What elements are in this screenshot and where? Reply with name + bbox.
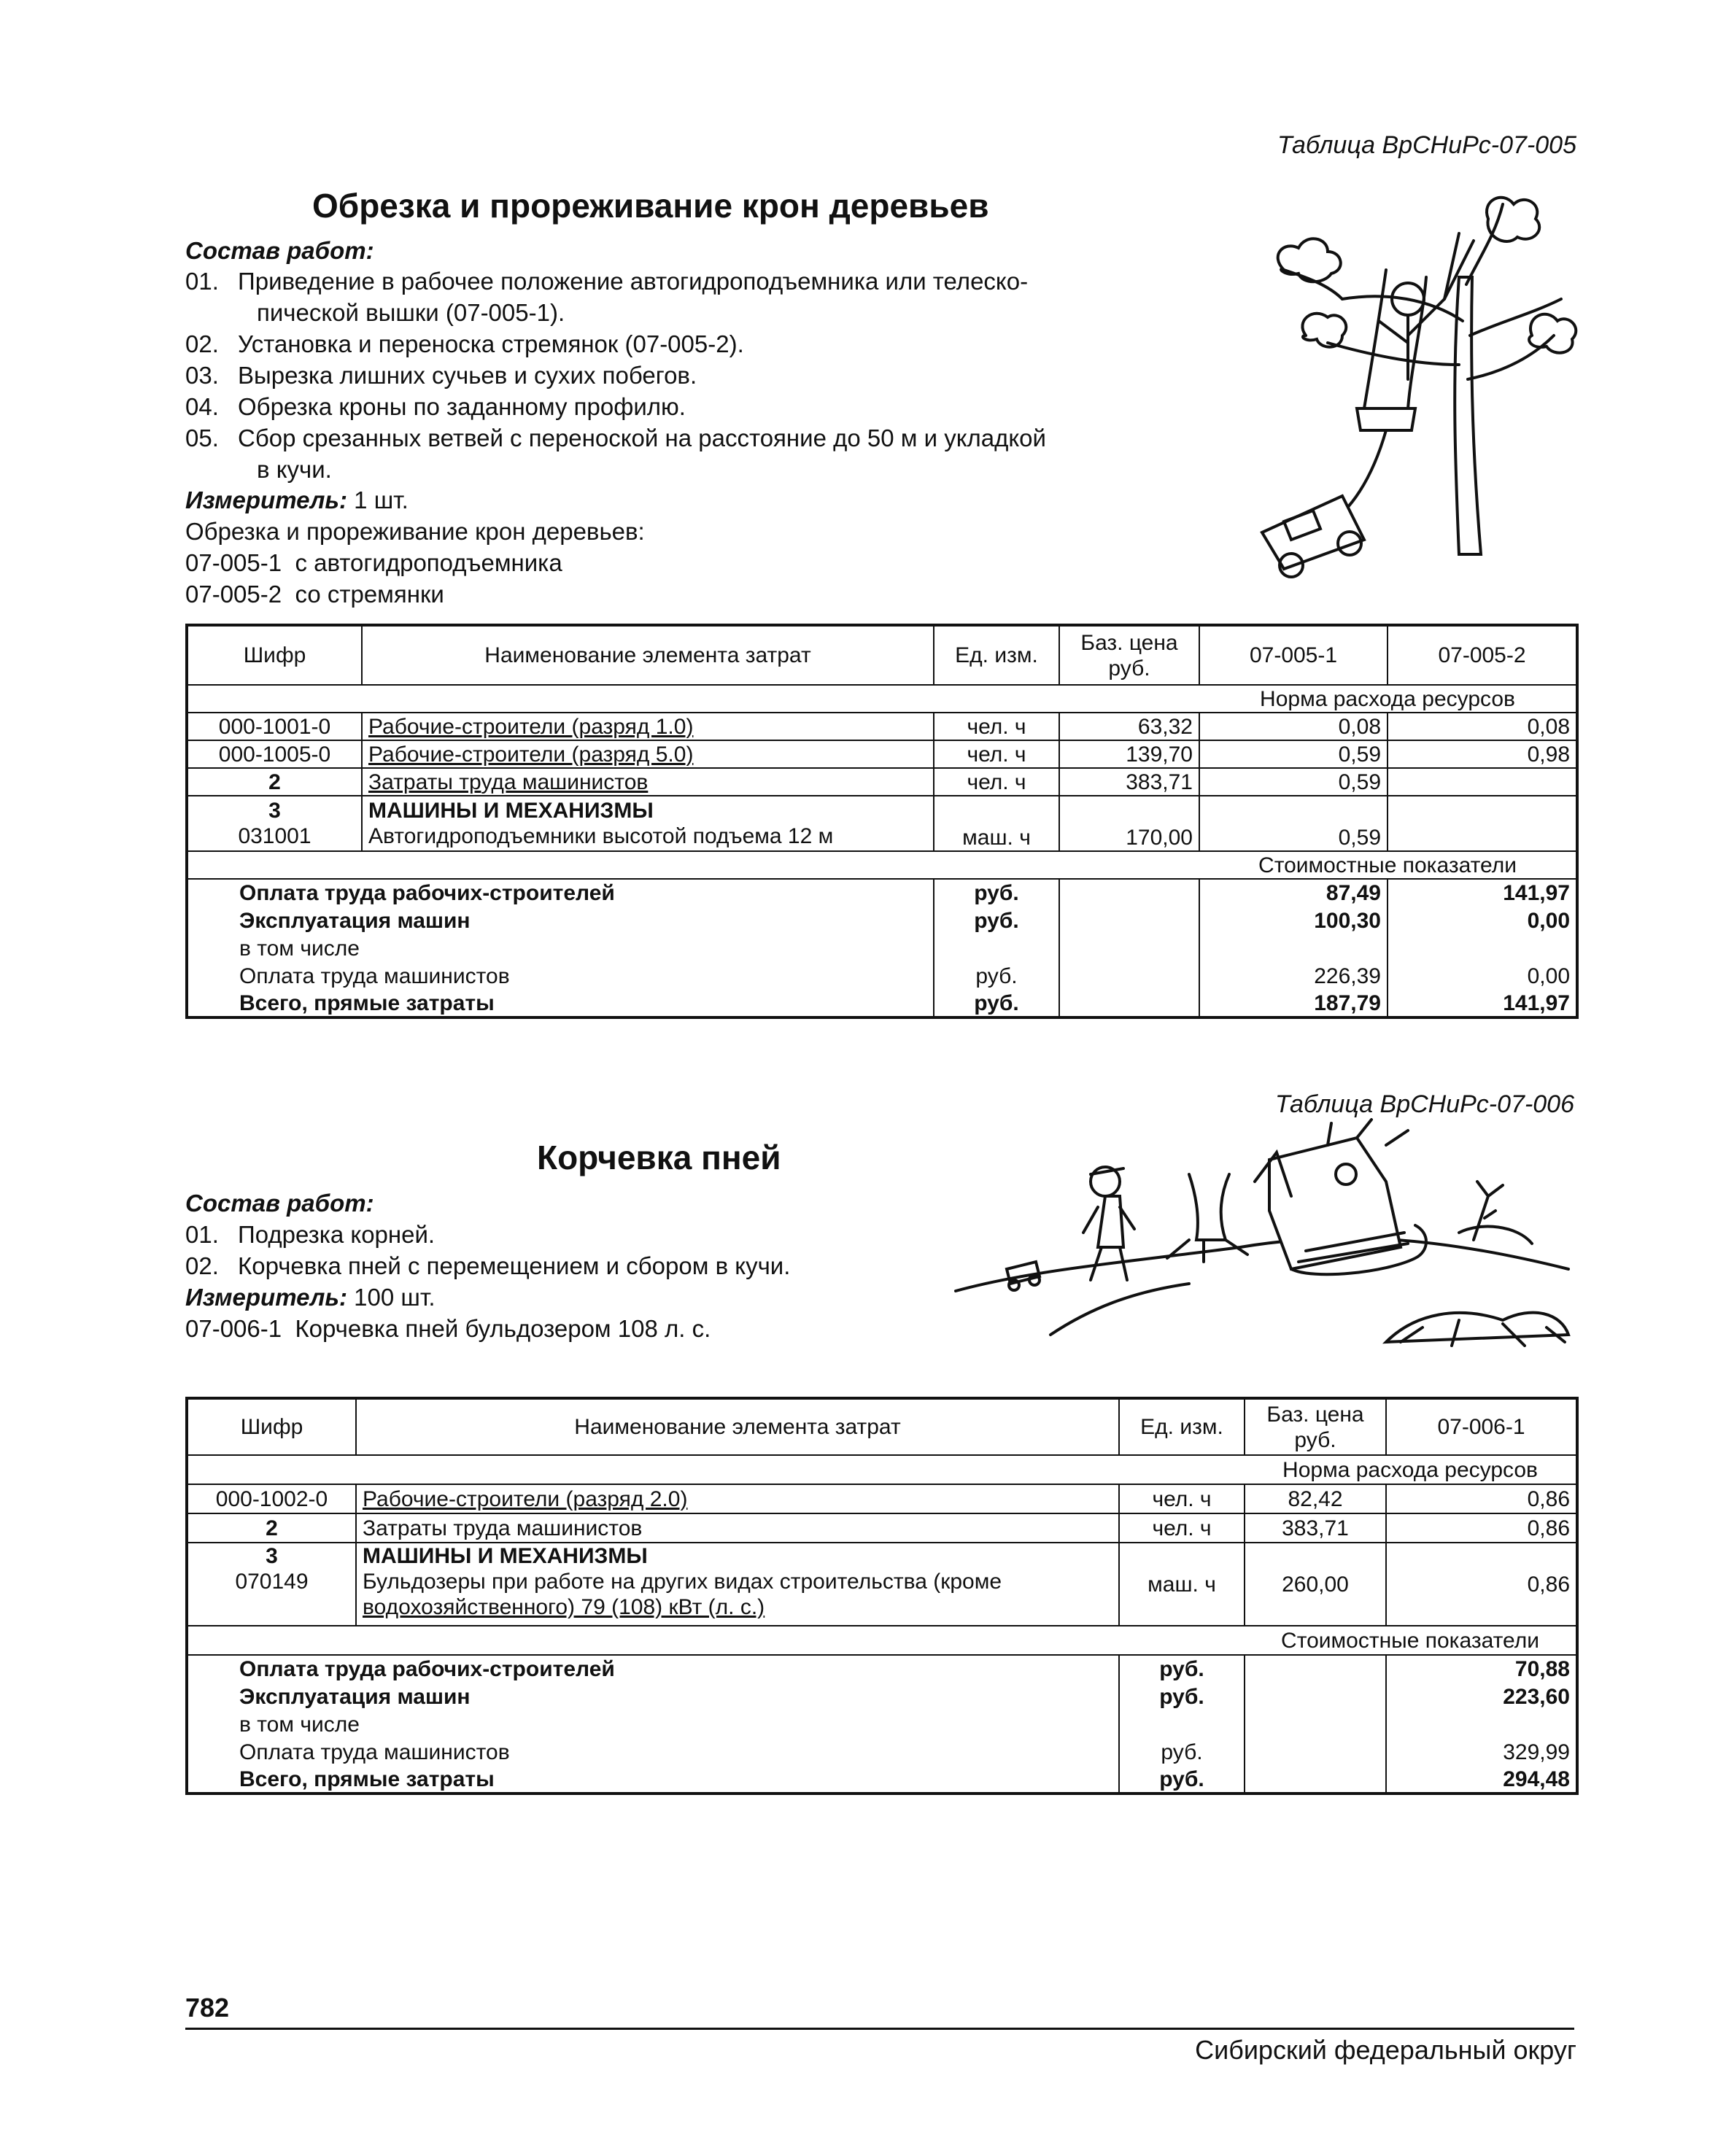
meter: Измеритель: 100 шт. xyxy=(185,1284,436,1311)
header-unit: Ед. изм. xyxy=(1119,1398,1245,1455)
table-row: 000-1005-0 Рабочие-строители (разряд 5.0) чел. ч 139,70 0,59 0,98 xyxy=(187,740,1577,768)
description: Обрезка и прореживание крон деревьев: xyxy=(185,518,645,545)
work-item-text: Обрезка кроны по заданному профилю. xyxy=(238,393,686,420)
cost-row-total: Всего, прямые затраты руб. 294,48 xyxy=(187,1766,1577,1794)
norm-label: Норма расхода ресурсов xyxy=(1199,685,1577,713)
cost-row: Оплата труда рабочих-строителей руб. 70,88 xyxy=(187,1655,1577,1683)
work-item-number: 05. xyxy=(185,424,219,451)
meter: Измеритель: 1 шт. xyxy=(185,486,409,513)
table-row: 3 070149 МАШИНЫ И МЕХАНИЗМЫ Бульдозеры при работе на других видах строительства (кроме водохозяйственного) 79 (108) кВт (л. с.) маш. ч 260,00 0,86 xyxy=(187,1543,1577,1626)
variant: 07-005-2 со стремянки xyxy=(185,581,444,608)
work-item-number: 01. xyxy=(185,1221,219,1248)
table-row: 2 Затраты труда машинистов чел. ч 383,71 0,59 xyxy=(187,768,1577,796)
composition-label: Состав работ: xyxy=(185,1190,374,1217)
composition-label: Состав работ: xyxy=(185,237,374,264)
norm-label: Норма расхода ресурсов xyxy=(1245,1455,1577,1484)
work-item-number: 03. xyxy=(185,362,219,389)
stump-removal-illustration xyxy=(948,1123,1576,1364)
footer-region: Сибирский федеральный округ xyxy=(1195,2035,1576,2065)
table-row: 2 Затраты труда машинистов чел. ч 383,71 0,86 xyxy=(187,1513,1577,1543)
cost-row: Эксплуатация машин руб. 223,60 xyxy=(187,1683,1577,1710)
header-code: Шифр xyxy=(187,1398,356,1455)
section-title: Корчевка пней xyxy=(537,1139,781,1176)
footer-divider xyxy=(185,2028,1574,2030)
header-col2: 07-005-2 xyxy=(1388,625,1577,685)
table-row: 3 031001 МАШИНЫ И МЕХАНИЗМЫ Автогидроподъемники высотой подъема 12 м маш. ч 170,00 0,59 xyxy=(187,796,1577,851)
work-item-number: 02. xyxy=(185,330,219,357)
work-item-text: Корчевка пней с перемещением и сбором в кучи. xyxy=(238,1252,791,1279)
variant: 07-006-1 Корчевка пней бульдозером 108 л. с. xyxy=(185,1315,711,1342)
header-price: Баз. цена руб. xyxy=(1059,625,1199,685)
cost-row: Оплата труда машинистов руб. 329,99 xyxy=(187,1738,1577,1766)
cost-row-total: Всего, прямые затраты руб. 187,79 141,97 xyxy=(187,990,1577,1017)
work-item-text: Сбор срезанных ветвей с переноской на расстояние до 50 м и укладкой в кучи. xyxy=(238,424,1046,483)
cost-row: в том числе xyxy=(187,934,1577,962)
page-number: 782 xyxy=(185,1993,230,2023)
header-code: Шифр xyxy=(187,625,362,685)
header-name: Наименование элемента затрат xyxy=(356,1398,1119,1455)
table-row: 000-1001-0 Рабочие-строители (разряд 1.0) чел. ч 63,32 0,08 0,08 xyxy=(187,713,1577,740)
header-unit: Ед. изм. xyxy=(934,625,1059,685)
work-item-text: Приведение в рабочее положение автогидроподъемника или телеско- пической вышки (07-005-1). xyxy=(238,268,1029,326)
tree-pruning-illustration xyxy=(1240,190,1576,569)
header-col1: 07-005-1 xyxy=(1199,625,1388,685)
work-item-number: 01. xyxy=(185,268,219,295)
work-item-text: Подрезка корней. xyxy=(238,1221,436,1248)
cost-row: в том числе xyxy=(187,1710,1577,1738)
table-label: Таблица ВрСНиРс-07-005 xyxy=(1277,131,1576,159)
resources-table-2 xyxy=(185,1397,1579,1795)
header-price: Баз. цена руб. xyxy=(1245,1398,1386,1455)
table-row: 000-1002-0 Рабочие-строители (разряд 2.0) чел. ч 82,42 0,86 xyxy=(187,1484,1577,1513)
cost-row: Оплата труда машинистов руб. 226,39 0,00 xyxy=(187,962,1577,990)
work-item-text: Установка и переноска стремянок (07-005-2). xyxy=(238,330,744,357)
header-col1: 07-006-1 xyxy=(1386,1398,1577,1455)
header-name: Наименование элемента затрат xyxy=(362,625,934,685)
cost-label: Стоимостные показатели xyxy=(1245,1626,1577,1655)
work-item-number: 02. xyxy=(185,1252,219,1279)
cost-row: Оплата труда рабочих-строителей руб. 87,49 141,97 xyxy=(187,879,1577,907)
resources-table xyxy=(185,624,1579,1019)
work-item-number: 04. xyxy=(185,393,219,420)
cost-row: Эксплуатация машин руб. 100,30 0,00 xyxy=(187,907,1577,934)
work-item-text: Вырезка лишних сучьев и сухих побегов. xyxy=(238,362,697,389)
table-label: Таблица ВрСНиРс-07-006 xyxy=(1274,1090,1574,1118)
section-title: Обрезка и прореживание крон деревьев xyxy=(312,187,989,225)
variant: 07-005-1 с автогидроподъемника xyxy=(185,549,562,576)
cost-label: Стоимостные показатели xyxy=(1199,851,1577,879)
